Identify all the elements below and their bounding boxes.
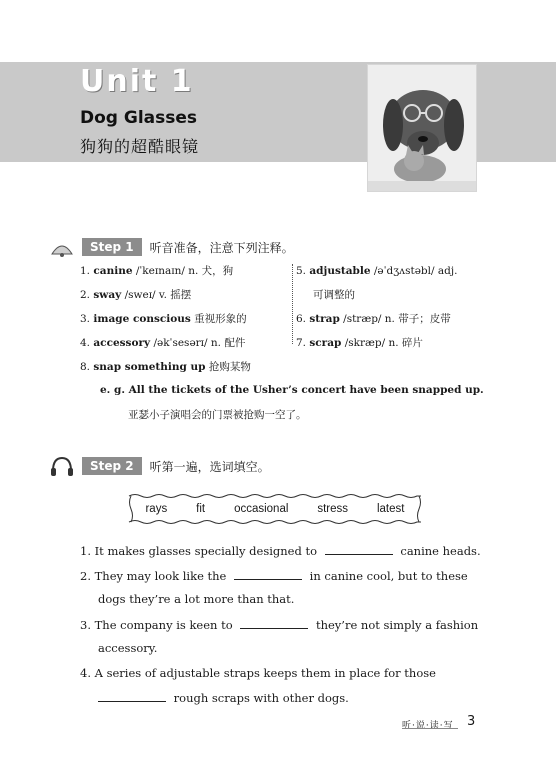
- question-2-cont: dogs they’re a lot more than that.: [98, 592, 295, 606]
- dog-with-glasses-icon: [368, 65, 476, 191]
- vocab-item: 3. image conscious 重视形象的: [80, 313, 247, 325]
- answer-blank[interactable]: [98, 690, 166, 702]
- answer-blank[interactable]: [325, 543, 393, 555]
- question-3: 3. The company is keen to they’re not simply a fashion: [80, 618, 479, 632]
- vocab-item: 8. snap something up 抢购某物: [80, 361, 251, 373]
- answer-blank[interactable]: [240, 617, 308, 629]
- vocab-divider: [292, 264, 293, 344]
- unit-title: Unit 1: [80, 64, 194, 99]
- example-sentence: e. g. All the tickets of the Usher’s concert have been snapped up.: [100, 384, 484, 396]
- footer-rule: [402, 728, 458, 729]
- vocab-item: 1. canine /ˈkeɪnaɪn/ n. 犬，狗: [80, 265, 234, 277]
- word-option: occasional: [234, 503, 289, 515]
- question-4-cont: rough scraps with other dogs.: [98, 690, 349, 706]
- question-3-cont: accessory.: [98, 641, 158, 655]
- step2-badge: Step 2: [82, 457, 142, 475]
- step1-instruction: 听音准备，注意下列注释。: [149, 240, 294, 255]
- vocab-item: 2. sway /sweɪ/ v. 摇摆: [80, 289, 192, 301]
- vocab-item-continuation: 可调整的: [313, 289, 355, 301]
- question-2: 2. They may look like the in canine cool, but to these: [80, 569, 468, 583]
- step2-header: [48, 455, 270, 477]
- answer-blank[interactable]: [234, 568, 302, 580]
- step1-badge: Step 1: [82, 238, 142, 256]
- vocab-item: 7. scrap /skræp/ n. 碎片: [296, 337, 423, 349]
- word-option: stress: [317, 503, 349, 515]
- example-translation: 亚瑟小子演唱会的门票被抢购一空了。: [128, 409, 307, 421]
- vocab-item: 5. adjustable /əˈdʒʌstəbl/ adj.: [296, 265, 458, 277]
- question-4: 4. A series of adjustable straps keeps them in place for those: [80, 666, 436, 680]
- vocab-item: 4. accessory /əkˈsesərɪ/ n. 配件: [80, 337, 246, 349]
- word-option: fit: [196, 503, 206, 515]
- dog-cat-photo: [367, 64, 477, 192]
- word-option: rays: [145, 503, 168, 515]
- footer-tag: 听·说·读·写: [402, 721, 454, 731]
- lesson-title: Dog Glasses: [80, 108, 198, 128]
- question-1: 1. It makes glasses specially designed to canine heads.: [80, 544, 481, 558]
- step2-instruction: 听第一遍，选词填空。: [149, 459, 270, 474]
- lesson-title-cn: 狗狗的超酷眼镜: [80, 137, 200, 156]
- word-bank: [131, 496, 419, 522]
- page-number: 3: [467, 714, 476, 729]
- bell-icon: [48, 236, 76, 258]
- step1-header: [48, 236, 294, 258]
- headphones-icon: [48, 455, 76, 477]
- vocab-item: 6. strap /stræp/ n. 带子；皮带: [296, 313, 451, 325]
- word-option: latest: [376, 503, 405, 515]
